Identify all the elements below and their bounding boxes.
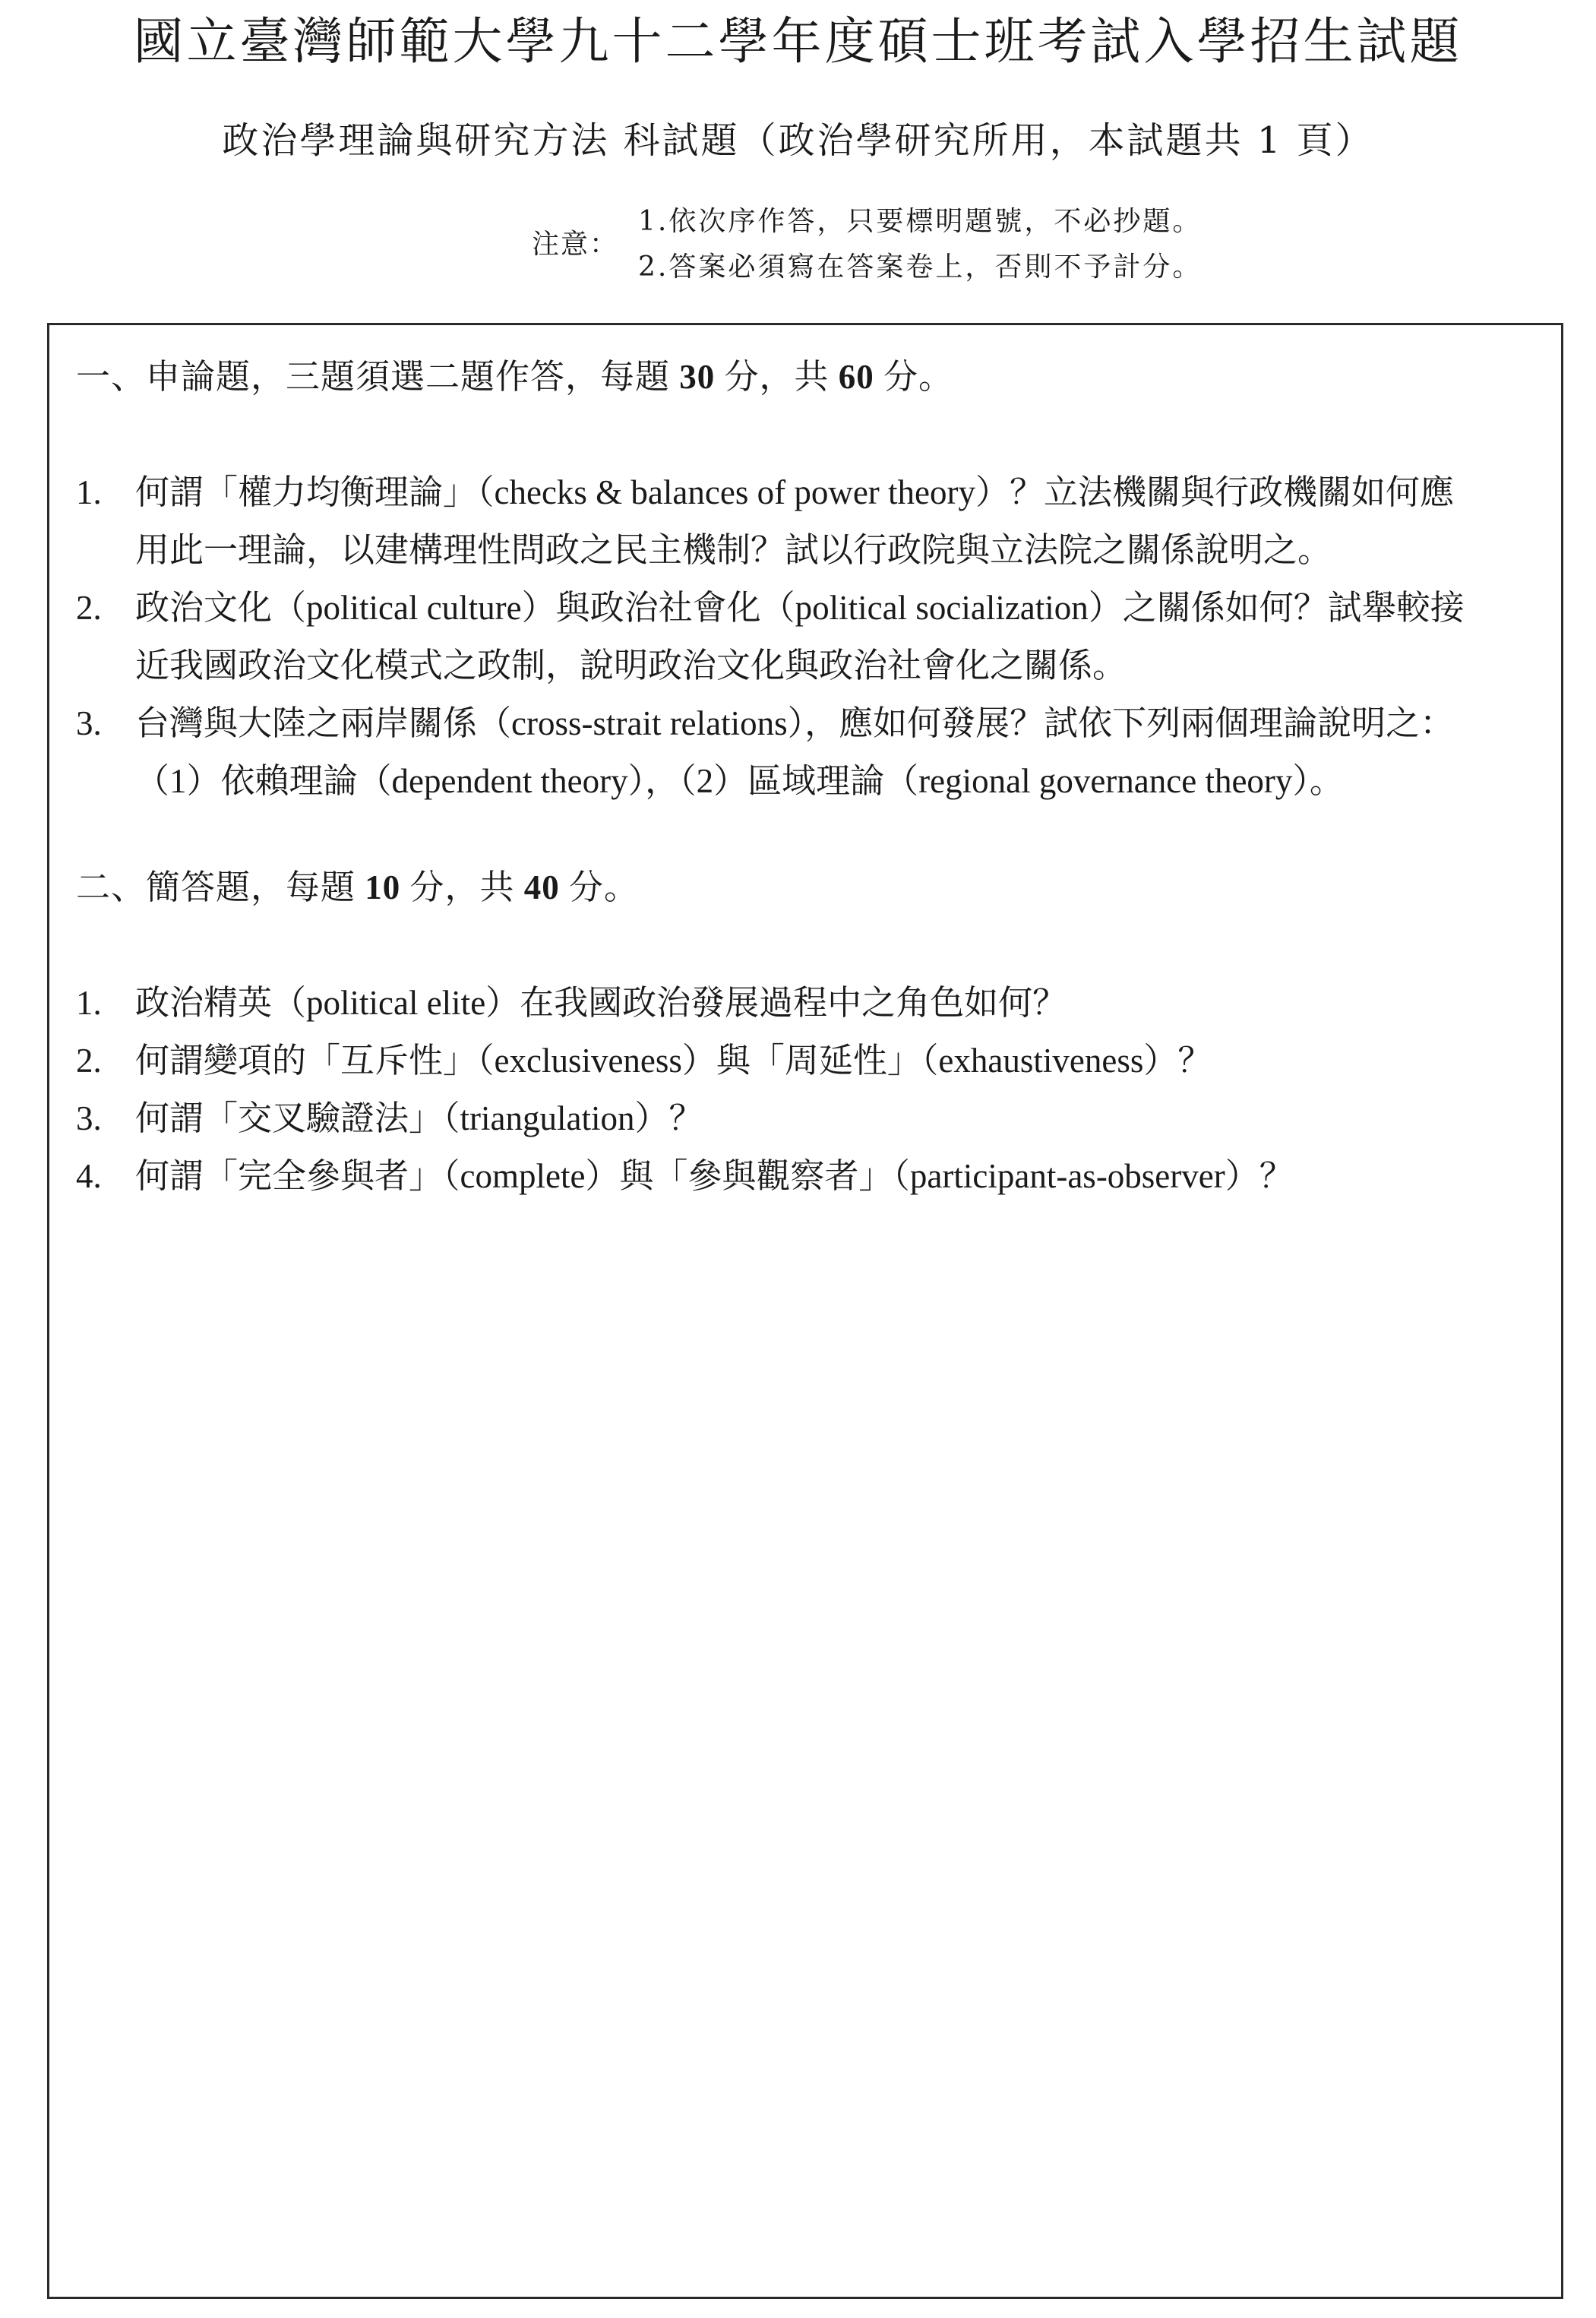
question-text: 台灣與大陸之兩岸關係（cross-strait relations），應如何發展？試依下列兩個理論說明之：（1）依賴理論（dependent theory），（2）區域理論（regional governance theory）。 [135,704,1455,800]
question-text: 政治文化（political culture）與政治社會化（political socialization）之關係如何？試舉較接近我國政治文化模式之政制，說明政治文化與政治社會化之關係。 [135,589,1465,685]
question-text: 何謂變項的「互斥性」（exclusiveness）與「周延性」（exhaustiveness）？ [135,1042,1212,1080]
question-number: 3. [76,704,102,742]
question-text: 何謂「交叉驗證法」（triangulation）？ [135,1099,703,1137]
question-item [76,1147,1487,1205]
question-text: 何謂「權力均衡理論」（checks & balances of power theory）？立法機關與行政機關如何應用此一理論，以建構理性問政之民主機制？試以行政院與立法院之關係說明之。 [135,473,1454,569]
question-number: 1. [76,984,102,1022]
question-number: 4. [76,1157,102,1195]
question-item [76,1032,1487,1089]
notice-item: 2.答案必須寫在答案卷上，否則不予計分。 [638,251,1203,283]
total-points: 60 [838,358,874,396]
section-heading-short: 二、簡答題，每題 10 分，共 40 分。 [76,868,640,906]
question-number: 2. [76,1042,102,1080]
total-points: 40 [523,868,560,906]
notice-item: 1.依次序作答，只要標明題號，不必抄題。 [638,206,1203,237]
short-question-list [76,974,1519,1205]
question-item [76,974,1487,1032]
question-number: 3. [76,1099,102,1137]
question-text: 何謂「完全參與者」（complete）與「參與觀察者」（participant-as-observer）？ [135,1157,1294,1195]
question-content [76,348,1519,1205]
question-item [76,1089,1487,1147]
question-item [76,579,1487,694]
notice-label: 注意： [532,229,619,260]
question-item [76,463,1487,579]
points-per-question: 10 [365,868,401,906]
essay-question-list [76,463,1519,810]
points-per-question: 30 [679,358,716,396]
question-number: 1. [76,473,102,511]
question-item [76,694,1487,810]
exam-title: 國立臺灣師範大學九十二學年度碩士班考試入學招生試題 [133,12,1463,71]
exam-subtitle: 政治學理論與研究方法 科試題（政治學研究所用，本試題共 1 頁） [222,119,1374,162]
section-heading-essay: 一、申論題，三題須選二題作答，每題 30 分，共 60 分。 [76,358,954,396]
notice-items [638,199,1202,290]
question-text: 政治精英（political elite）在我國政治發展過程中之角色如何？ [135,984,1067,1022]
question-number: 2. [76,589,102,627]
